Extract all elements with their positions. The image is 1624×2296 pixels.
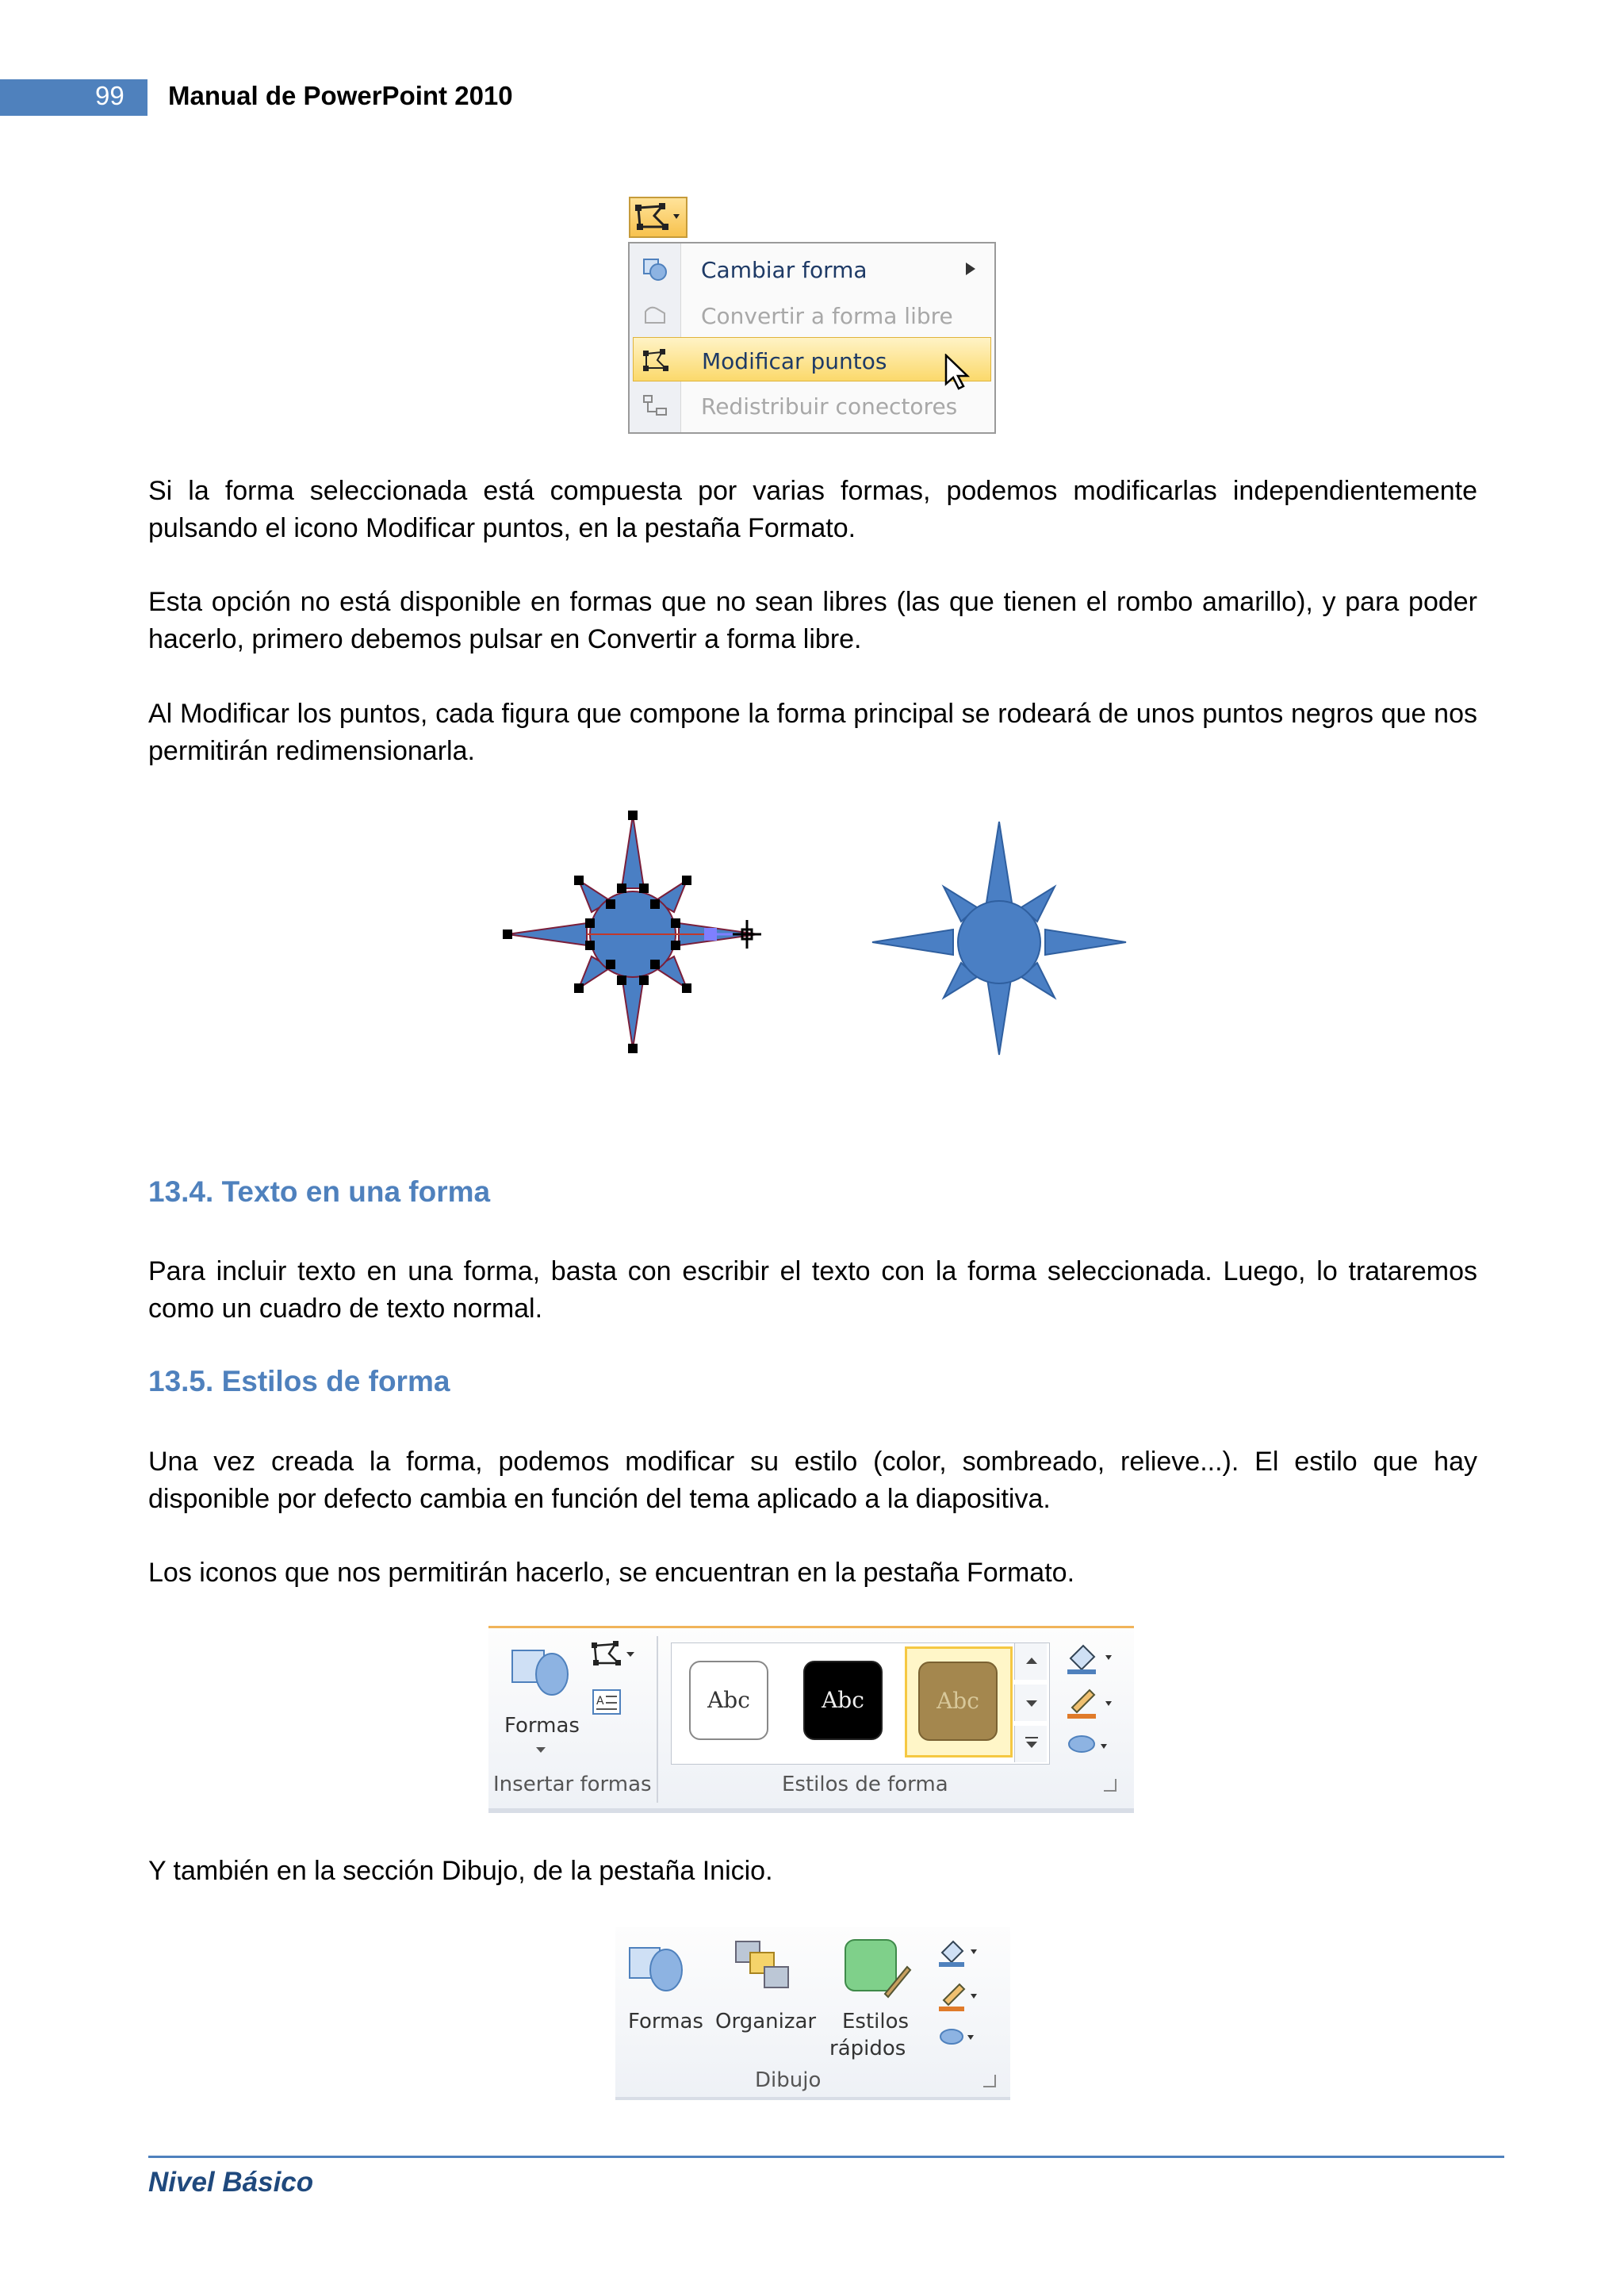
section-heading-13-4: 13.4. Texto en una forma (148, 1175, 491, 1208)
shapes-button-label[interactable]: Formas (504, 1714, 580, 1738)
chevron-up-icon (1026, 1658, 1037, 1664)
drawing-group-ribbon (615, 1927, 1010, 2100)
group-label-insertar-formas: Insertar formas (493, 1773, 652, 1796)
edit-points-icon[interactable] (588, 1639, 641, 1671)
star-shapes-illustration (492, 801, 1142, 1063)
edit-points-icon (630, 198, 686, 236)
paragraph-6: Los iconos que nos permitirán hacerlo, se encuentran en la pestaña Formato. (148, 1558, 1075, 1588)
group-separator (657, 1636, 658, 1803)
star-shape-normal (872, 822, 1126, 1055)
dialog-launcher-icon[interactable] (983, 2075, 996, 2087)
shapes-icon[interactable] (508, 1642, 579, 1698)
freeform-icon (641, 302, 669, 328)
gallery-more-button[interactable] (1014, 1726, 1047, 1762)
format-ribbon (488, 1626, 1134, 1813)
menu-item-label: Cambiar forma (701, 257, 868, 283)
more-icon-bar (1025, 1737, 1038, 1738)
dropdown-arrow-icon[interactable] (536, 1747, 546, 1753)
menu-item-label: Convertir a forma libre (701, 303, 953, 329)
paragraph-3: Al Modificar los puntos, cada figura que compone la forma principal se rodeará de unos puntos negros que nos permitirán redimensionarla. (148, 699, 1477, 766)
section-heading-13-5: 13.5. Estilos de forma (148, 1365, 450, 1397)
chevron-down-icon (1026, 1742, 1037, 1748)
paragraph-7: Y también en la sección Dibujo, de la pestaña Inicio. (148, 1856, 773, 1886)
menu-item-convertir[interactable] (630, 293, 994, 337)
arrange-button-label[interactable]: Organizar (715, 2010, 817, 2033)
shape-effects-icon (940, 2030, 974, 2044)
shapes-button-label[interactable]: Formas (628, 2010, 703, 2033)
arrange-icon[interactable] (730, 1935, 796, 1999)
header-bar (0, 79, 147, 116)
style-sample-selected-frame[interactable] (905, 1646, 1013, 1757)
shape-format-tools (1063, 1639, 1118, 1766)
edit-points-icon (642, 347, 670, 373)
paragraph-2: Esta opción no está disponible en formas que no sean libres (las que tienen el rombo amarillo), y para poder hacerlo, primero debemos pulsar en Convertir a forma libre. (148, 587, 1477, 654)
quick-styles-label-2[interactable]: rápidos (829, 2037, 906, 2060)
paragraph-5: Una vez creada la forma, podemos modificar su estilo (color, sombreado, relieve...). El estilo que hay disponible por defecto cambia en función del tema aplicado a la diapositiva. (148, 1447, 1477, 1514)
shape-effects-icon (1069, 1736, 1107, 1752)
edit-shape-button[interactable] (629, 197, 688, 238)
document-title: Manual de PowerPoint 2010 (168, 81, 513, 110)
dialog-launcher-icon[interactable] (1104, 1779, 1116, 1792)
menu-item-label: Modificar puntos (702, 348, 887, 374)
edit-shape-menu (628, 242, 996, 434)
footer-rule (148, 2156, 1504, 2158)
gallery-scroll-down[interactable] (1014, 1685, 1047, 1721)
gallery-scroll-up[interactable] (1014, 1643, 1047, 1680)
text-box-icon[interactable] (590, 1687, 625, 1719)
fill-bucket-icon (939, 1941, 977, 1967)
star-shape-editing (503, 811, 761, 1053)
svg-text:A: A (596, 1695, 604, 1708)
paragraph-1: Si la forma seleccionada está compuesta por varias formas, podemos modificarlas independientemente pulsando el icono Modificar puntos, en la pestaña Formato. (148, 476, 1477, 543)
quick-styles-icon[interactable] (841, 1935, 912, 2002)
connector-icon (641, 393, 669, 418)
outline-pen-icon (939, 1984, 977, 2011)
change-shape-icon (641, 256, 669, 282)
style-sample-white[interactable]: Abc (689, 1661, 768, 1740)
menu-item-cambiar-forma[interactable] (630, 247, 994, 291)
menu-item-modificar-puntos[interactable] (633, 337, 991, 381)
page-number: 99 (95, 81, 124, 110)
shape-styles-gallery (671, 1642, 1050, 1765)
quick-styles-label-1[interactable]: Estilos (842, 2010, 910, 2033)
chevron-down-icon (1026, 1700, 1037, 1707)
shape-format-tools (936, 1935, 983, 2054)
submenu-arrow-icon (966, 263, 975, 275)
menu-item-label: Redistribuir conectores (701, 393, 958, 420)
outline-pen-icon (1067, 1690, 1112, 1719)
style-sample-black[interactable]: Abc (803, 1661, 883, 1740)
shapes-icon[interactable] (625, 1938, 691, 1994)
footer-level: Nivel Básico (148, 2167, 314, 2198)
menu-item-redistribuir[interactable] (630, 383, 994, 427)
fill-bucket-icon (1067, 1646, 1112, 1674)
group-label-estilos-de-forma: Estilos de forma (782, 1773, 948, 1796)
group-label-dibujo: Dibujo (755, 2068, 822, 2092)
style-sample-gold[interactable]: Abc (918, 1662, 998, 1741)
paragraph-4: Para incluir texto en una forma, basta con escribir el texto con la forma seleccionada. Luego, lo trataremos como un cuadro de texto normal. (148, 1256, 1477, 1324)
